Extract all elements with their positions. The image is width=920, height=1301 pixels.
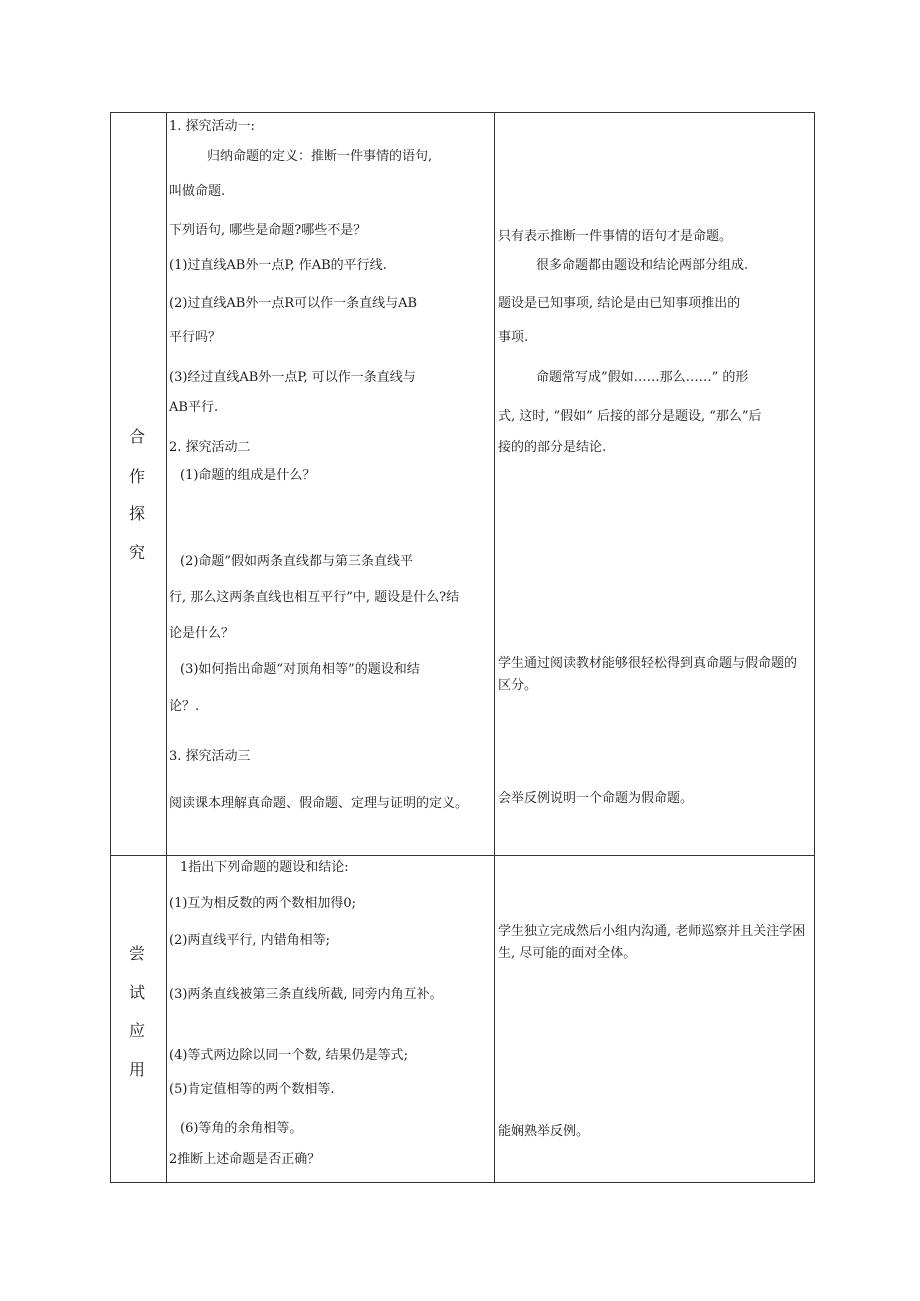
section-label-char: 究 (128, 543, 145, 562)
exercise-title: 1指出下列命题的题设和结论: (180, 860, 349, 875)
exercise-item: (5)肯定值相等的两个数相等. (169, 1082, 335, 1097)
column-divider (166, 113, 167, 1182)
exercise-item: (1)互为相反数的两个数相加得0; (169, 896, 357, 911)
definition-line: 归纳命题的定义：推断一件事情的语句, (207, 149, 433, 164)
note-text: 能娴熟举反例。 (498, 1124, 590, 1139)
exercise-item: (3)两条直线被第三条直线所截, 同旁内角互补。 (169, 987, 443, 1002)
activity-2-item: 论是什么？ (169, 626, 235, 641)
activity-2-item: (3)如何指出命题“对顶角相等”的题设和结 (180, 662, 420, 677)
activity-1-item: AB平行. (169, 400, 219, 415)
note-text: 会举反例说明一个命题为假命题。 (498, 791, 694, 806)
activity-3-title: 3. 探究活动三 (169, 749, 251, 764)
activity-1-item: (2)过直线AB外一点R可以作一条直线与AB (169, 296, 418, 311)
note-text: 题设是已知事项, 结论是由已知事项推出的 (498, 296, 741, 311)
activity-2-title: 2. 探究活动二 (169, 440, 251, 455)
activity-1-question: 下列语句, 哪些是命题?哪些不是？ (169, 223, 367, 238)
note-text: 式, 这时, “假如” 后接的部分是题设, “那么”后 (498, 409, 762, 424)
activity-2-item: 论？. (169, 699, 200, 714)
definition-line: 叫做命题. (169, 184, 226, 199)
activity-1-item: (1)过直线AB外一点P, 作AB的平行线. (169, 258, 387, 273)
exercise-item: (4)等式两边除以同一个数, 结果仍是等式; (169, 1048, 409, 1063)
section-label-char: 用 (128, 1060, 145, 1079)
column-divider (494, 113, 495, 1182)
activity-3-text: 阅读课本理解真命题、假命题、定理与证明的定义。 (169, 796, 469, 811)
section-label-char: 应 (128, 1021, 145, 1040)
exercise-question: 2推断上述命题是否正确？ (169, 1152, 321, 1167)
note-text: 很多命题都由题设和结论两部分组成. (536, 258, 749, 273)
section-label-char: 尝 (128, 944, 145, 963)
note-text: 事项. (498, 330, 529, 345)
row-divider (111, 855, 814, 856)
note-text: 接的的部分是结论. (498, 440, 607, 455)
note-text: 命题常写成”假如……那么……” 的形 (536, 370, 749, 385)
section-label-char: 探 (128, 504, 145, 523)
section-label-char: 合 (128, 427, 145, 446)
activity-1-item: 平行吗？ (169, 330, 222, 345)
activity-1-item: (3)经过直线AB外一点P, 可以作一条直线与 (169, 370, 416, 385)
activity-2-item: (1)命题的组成是什么？ (180, 468, 316, 483)
note-text: 只有表示推断一件事情的语句才是命题。 (498, 229, 733, 244)
exercise-item: (2)两直线平行, 内错角相等; (169, 933, 331, 948)
section-label-char: 试 (128, 983, 145, 1002)
note-text: 学生独立完成然后小组内沟通, 老师巡察并且关注学困生, 尽可能的面对全体。 (498, 924, 806, 961)
activity-2-item: (2)命题”假如两条直线都与第三条直线平 (180, 554, 414, 569)
activity-2-item: 行, 那么这两条直线也相互平行”中, 题设是什么?结 (169, 590, 460, 605)
activity-1-title: 1. 探究活动一: (169, 119, 255, 134)
section-label-char: 作 (128, 467, 145, 486)
note-text: 学生通过阅读教材能够很轻松得到真命题与假命题的区分。 (498, 656, 798, 693)
exercise-item: (6)等角的余角相等。 (180, 1121, 303, 1136)
